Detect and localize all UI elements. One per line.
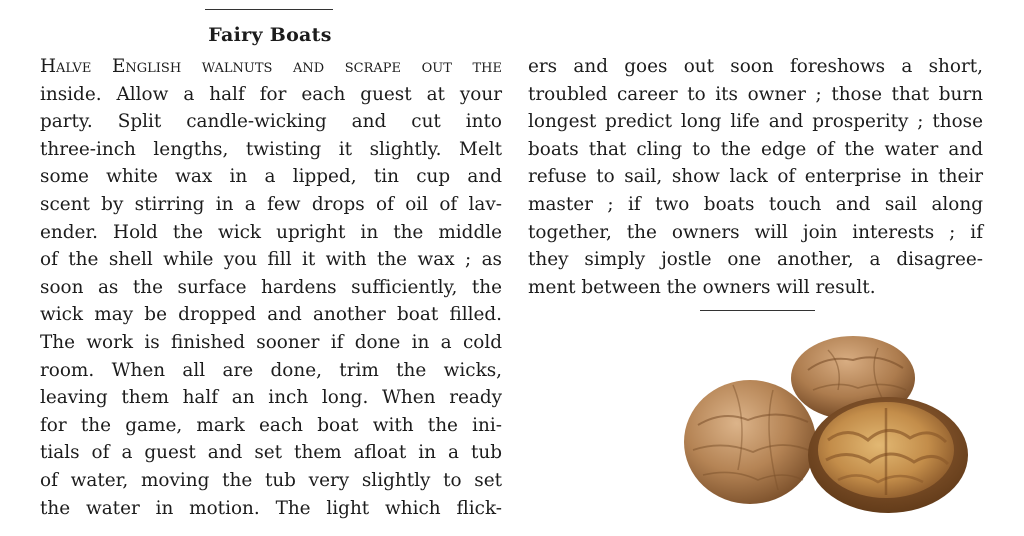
- walnuts-image: [678, 330, 978, 520]
- text-line: boats that cling to the edge of the water and: [528, 138, 983, 160]
- text-line: for the game, mark each boat with the ini-: [40, 414, 502, 436]
- text-line: of water, moving the tub very slightly to set: [40, 469, 502, 491]
- text-line: master ; if two boats touch and sail along: [528, 193, 983, 215]
- text-line: wick may be dropped and another boat filled.: [40, 304, 502, 326]
- text-line: leaving them half an inch long. When ready: [40, 387, 502, 409]
- text-line: troubled career to its owner ; those that burn: [528, 83, 983, 105]
- text-line: the water in motion. The light which flick-: [40, 497, 502, 519]
- top-divider: [205, 9, 333, 10]
- text-line: Halve English walnuts and scrape out the: [40, 56, 502, 77]
- walnut-half-kernel: [808, 397, 968, 513]
- text-line: longest predict long life and prosperity ; those: [528, 111, 983, 133]
- text-line: they simply jostle one another, a disagree-: [528, 249, 983, 271]
- text-line: of the shell while you fill it with the wax ; as: [40, 249, 502, 271]
- right-column: [528, 53, 983, 301]
- text-line: party. Split candle-wicking and cut into: [40, 111, 502, 133]
- text-line: room. When all are done, trim the wicks,: [40, 359, 502, 381]
- text-line: three-inch lengths, twisting it slightly. Melt: [40, 138, 502, 160]
- text-line: together, the owners will join interests ; if: [528, 221, 983, 243]
- text-line: inside. Allow a half for each guest at your: [40, 83, 502, 105]
- text-line: refuse to sail, show lack of enterprise in their: [528, 166, 983, 188]
- text-line: ment between the owners will result.: [528, 276, 876, 298]
- text-line: scent by stirring in a few drops of oil of lav-: [40, 193, 502, 215]
- text-line: ers and goes out soon foreshows a short,: [528, 56, 983, 77]
- text-line: soon as the surface hardens sufficiently, the: [40, 276, 502, 298]
- text-line: tials of a guest and set them afloat in a tub: [40, 442, 502, 464]
- page-title: Fairy Boats: [208, 24, 332, 46]
- walnut-left: [684, 380, 816, 504]
- text-line: The work is finished sooner if done in a cold: [40, 331, 502, 353]
- left-column: [40, 53, 502, 522]
- section-divider: [700, 310, 815, 311]
- text-line: ender. Hold the wick upright in the middle: [40, 221, 502, 243]
- text-line: some white wax in a lipped, tin cup and: [40, 166, 502, 188]
